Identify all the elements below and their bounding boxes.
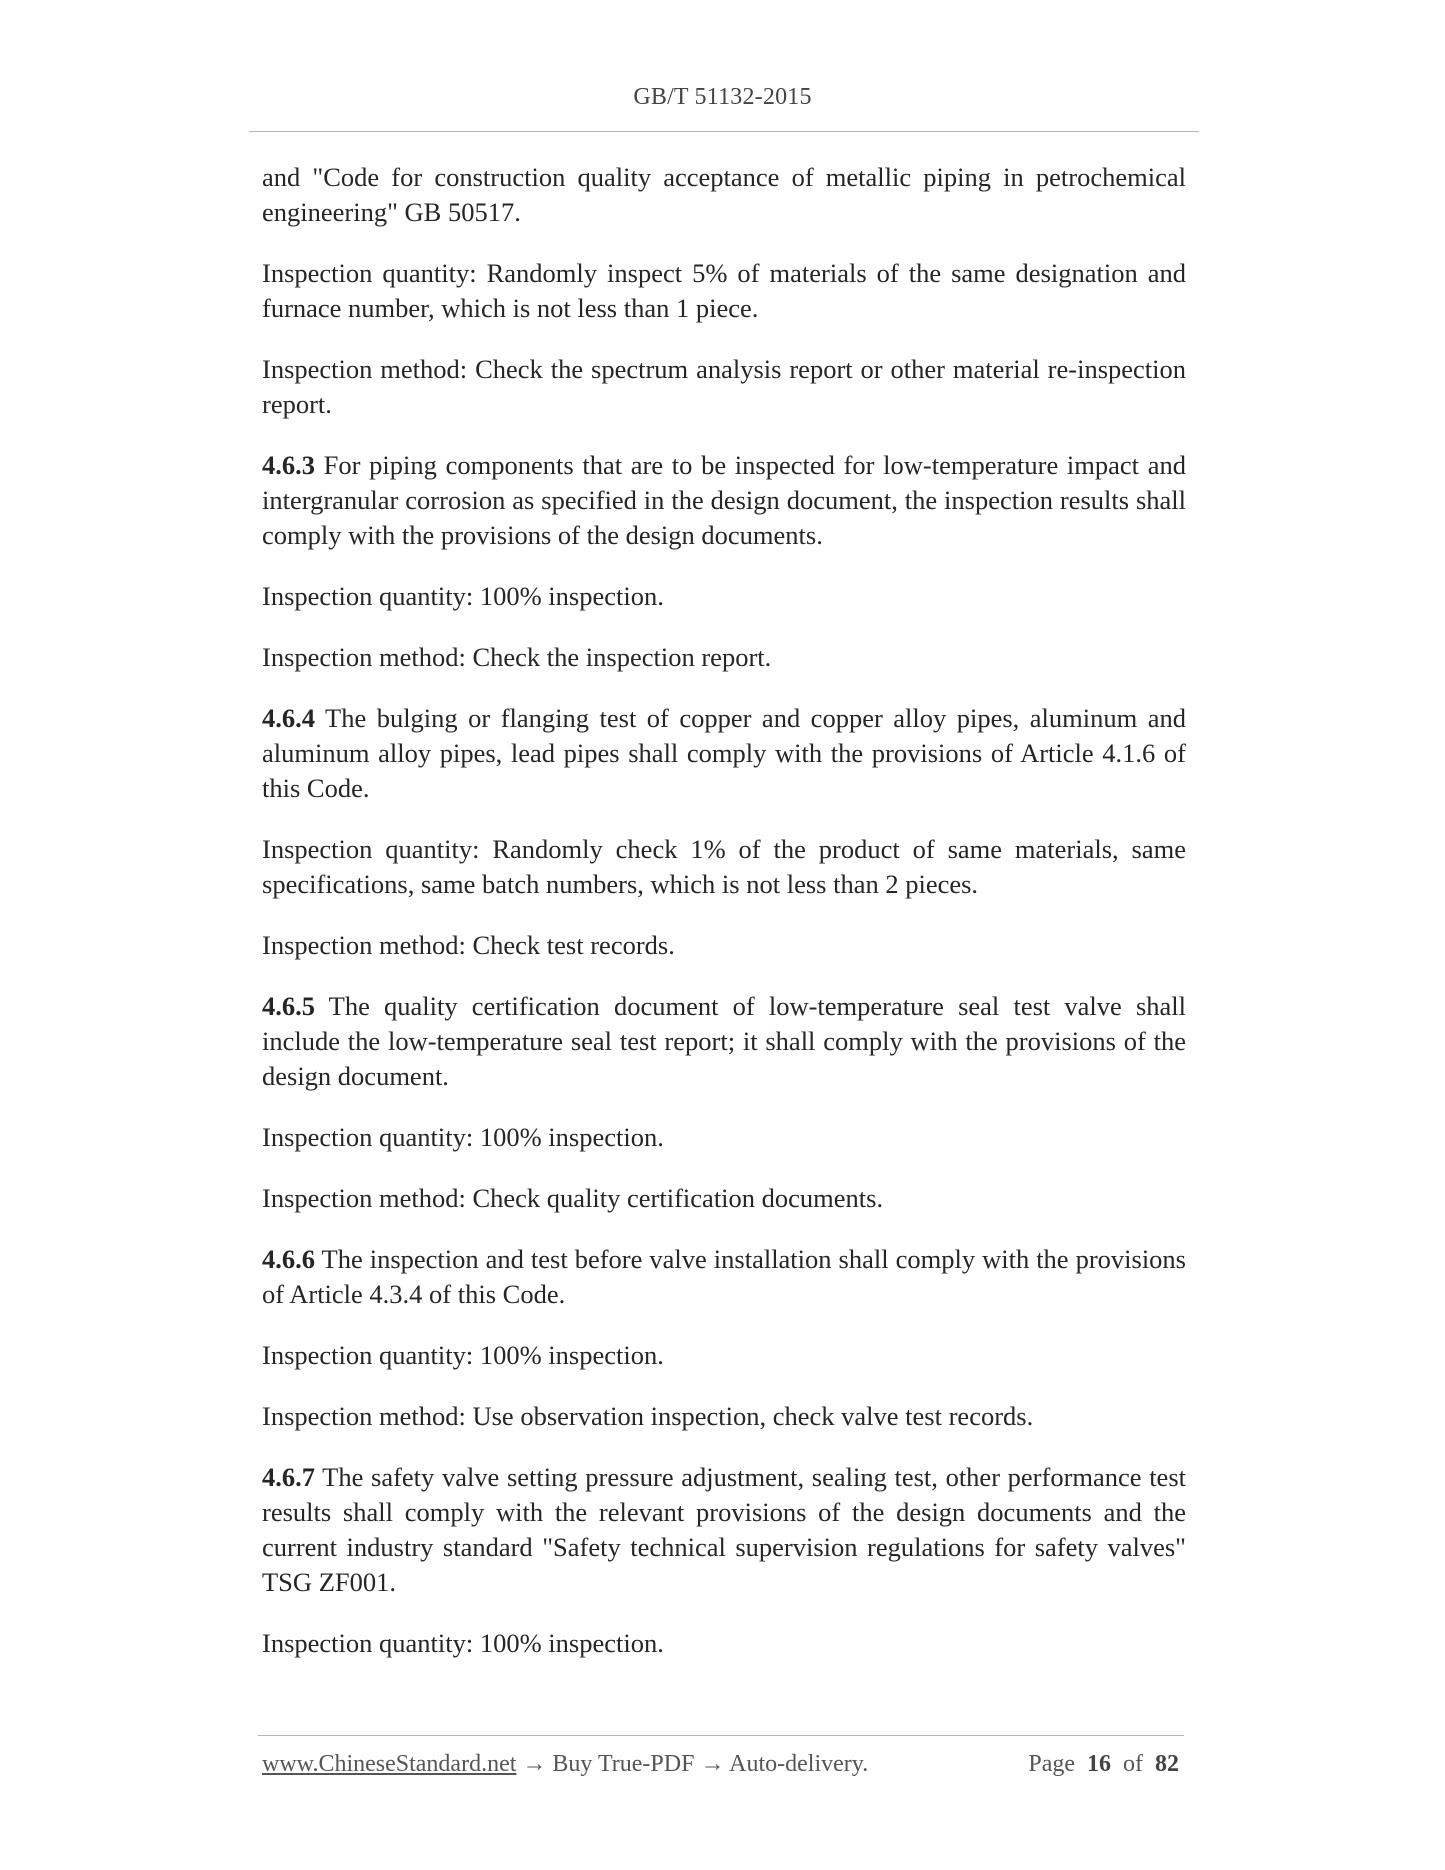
paragraph-text: Inspection quantity: 100% inspection. bbox=[262, 1340, 664, 1370]
clause-number: 4.6.4 bbox=[262, 703, 315, 733]
paragraph-text: The bulging or flanging test of copper and copper alloy pipes, aluminum and aluminum alloy pipes, lead pipes shall comply with the provisions of Article 4.1.6 of this Code. bbox=[262, 703, 1186, 803]
delivery-text: Auto-delivery. bbox=[724, 1751, 869, 1777]
paragraph bbox=[262, 1399, 1186, 1434]
clause-number: 4.6.5 bbox=[262, 991, 315, 1021]
paragraph bbox=[262, 1460, 1186, 1600]
arrow-right-icon: → bbox=[522, 1751, 547, 1777]
paragraph bbox=[262, 448, 1186, 553]
paragraph bbox=[262, 1120, 1186, 1155]
paragraph bbox=[262, 160, 1186, 230]
paragraph bbox=[262, 256, 1186, 326]
page-total: 82 bbox=[1155, 1751, 1179, 1777]
paragraph-text: Inspection method: Check the spectrum analysis report or other material re-inspection report. bbox=[262, 354, 1186, 419]
document-header-title: GB/T 51132-2015 bbox=[633, 84, 812, 110]
paragraph-text: Inspection quantity: 100% inspection. bbox=[262, 1122, 664, 1152]
paragraph bbox=[262, 989, 1186, 1094]
paragraph bbox=[262, 1242, 1186, 1312]
paragraph-text: Inspection method: Check the inspection report. bbox=[262, 642, 772, 672]
paragraph bbox=[262, 579, 1186, 614]
document-body bbox=[262, 160, 1186, 1687]
buy-text: Buy True-PDF bbox=[546, 1751, 701, 1777]
paragraph-text: Inspection method: Use observation inspection, check valve test records. bbox=[262, 1401, 1034, 1431]
clause-number: 4.6.6 bbox=[262, 1244, 315, 1274]
paragraph bbox=[262, 640, 1186, 675]
footer-promo bbox=[262, 1751, 868, 1778]
paragraph-text: Inspection quantity: Randomly inspect 5% of materials of the same designation and furnace number, which is not less than 1 piece. bbox=[262, 258, 1186, 323]
footer-divider bbox=[258, 1735, 1184, 1736]
paragraph-text: The quality certification document of low-temperature seal test valve shall include the low-temperature seal test report; it shall comply with the provisions of the design document. bbox=[262, 991, 1186, 1091]
paragraph-text: The safety valve setting pressure adjustment, sealing test, other performance test results shall comply with the relevant provisions of the design documents and the current industry standard "Safety technical supervision regulations for safety valves" TSG ZF001. bbox=[262, 1462, 1186, 1597]
paragraph-text: and "Code for construction quality acceptance of metallic piping in petrochemical engineering" GB 50517. bbox=[262, 162, 1186, 227]
paragraph-text: Inspection quantity: Randomly check 1% of the product of same materials, same specifications, same batch numbers, which is not less than 2 pieces. bbox=[262, 834, 1186, 899]
paragraph bbox=[262, 832, 1186, 902]
paragraph-text: Inspection quantity: 100% inspection. bbox=[262, 581, 664, 611]
paragraph-text: The inspection and test before valve installation shall comply with the provisions of Article 4.3.4 of this Code. bbox=[262, 1244, 1186, 1309]
page-indicator bbox=[1028, 1751, 1179, 1778]
paragraph-text: Inspection quantity: 100% inspection. bbox=[262, 1628, 664, 1658]
paragraph bbox=[262, 1626, 1186, 1661]
page-of-label: of bbox=[1123, 1751, 1143, 1777]
clause-number: 4.6.7 bbox=[262, 1462, 315, 1492]
paragraph bbox=[262, 1338, 1186, 1373]
header-divider bbox=[249, 131, 1199, 132]
paragraph bbox=[262, 352, 1186, 422]
paragraph-text: Inspection method: Check test records. bbox=[262, 930, 675, 960]
paragraph-text: For piping components that are to be inspected for low-temperature impact and intergranular corrosion as specified in the design document, the inspection results shall comply with the provisions of the design documents. bbox=[262, 450, 1186, 550]
website-link[interactable]: www.ChineseStandard.net bbox=[262, 1751, 517, 1777]
paragraph bbox=[262, 1181, 1186, 1216]
arrow-right-icon: → bbox=[700, 1751, 725, 1777]
page-footer bbox=[262, 1751, 1179, 1778]
page-label: Page bbox=[1028, 1751, 1075, 1777]
paragraph bbox=[262, 928, 1186, 963]
paragraph bbox=[262, 701, 1186, 806]
paragraph-text: Inspection method: Check quality certification documents. bbox=[262, 1183, 884, 1213]
clause-number: 4.6.3 bbox=[262, 450, 315, 480]
page-current: 16 bbox=[1087, 1751, 1111, 1777]
